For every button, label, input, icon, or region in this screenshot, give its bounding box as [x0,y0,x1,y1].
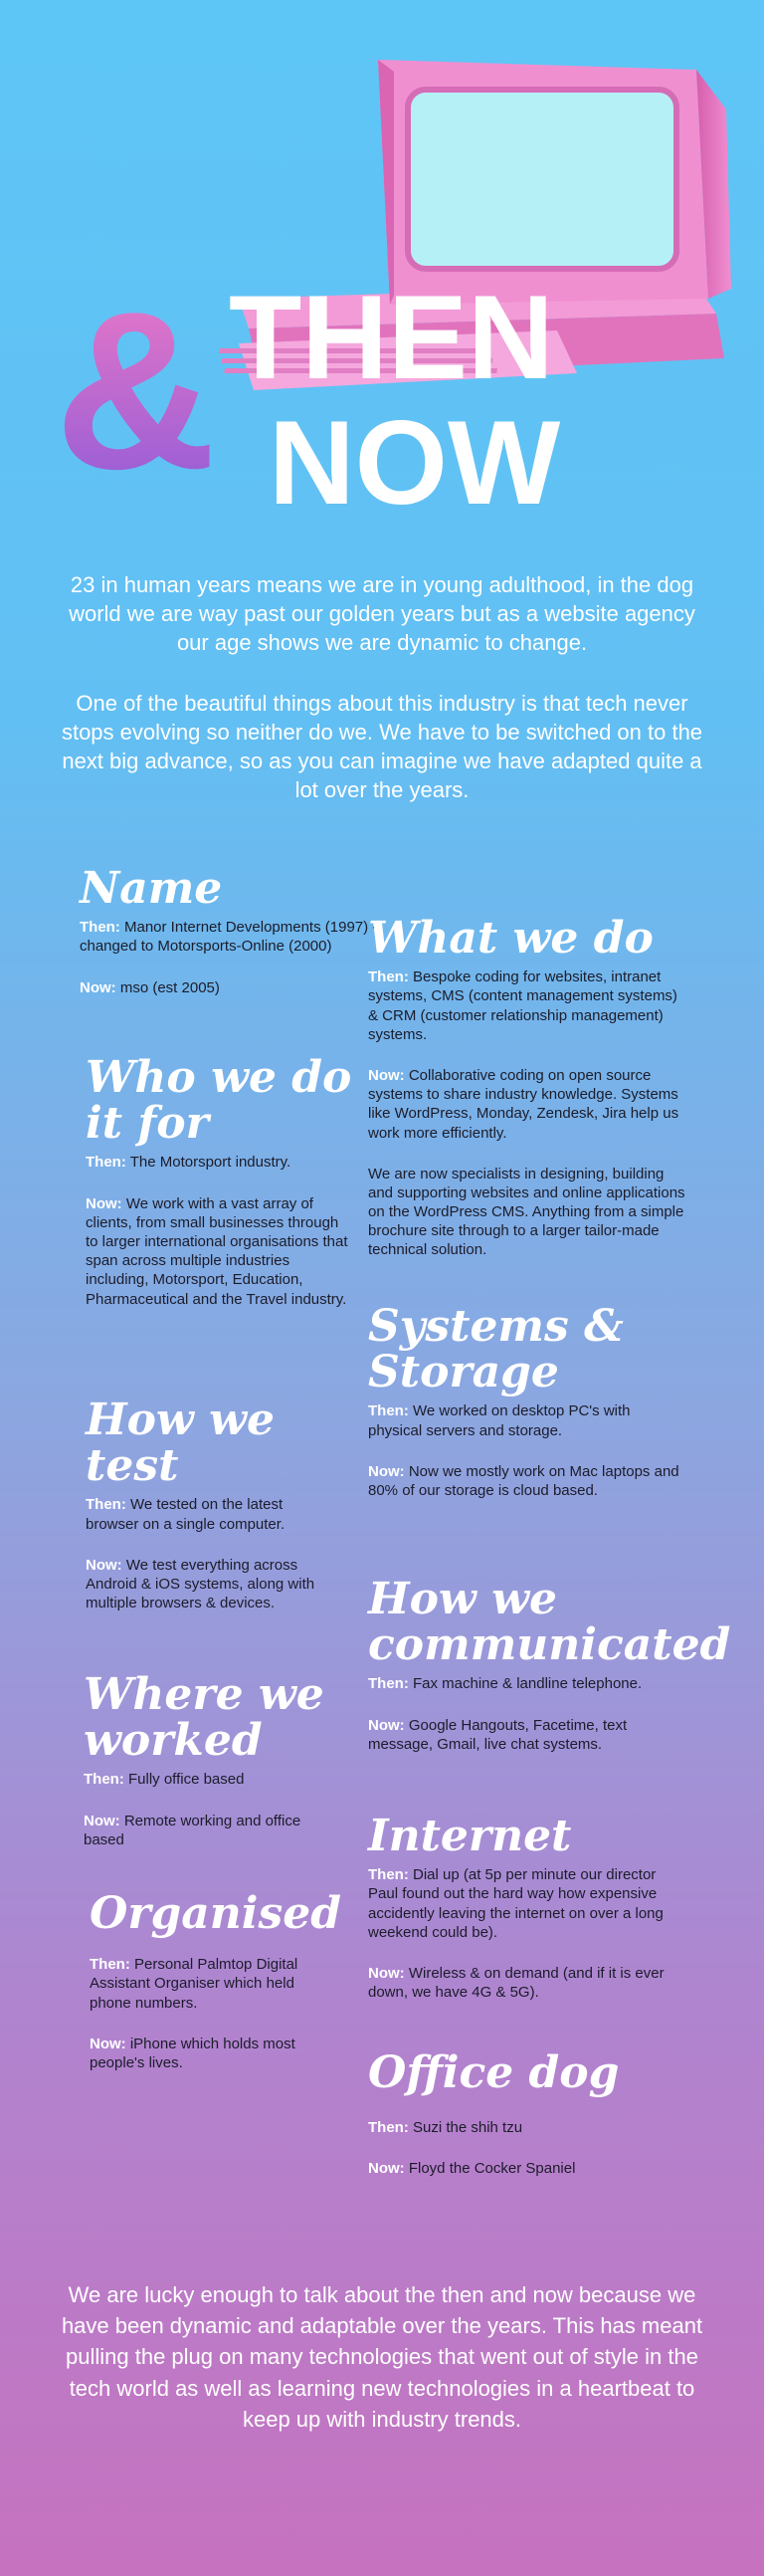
then-value: Fax machine & landline telephone. [413,1675,643,1693]
now-text [368,1462,686,1500]
then-label: Then: [84,1771,124,1789]
then-text [86,1153,354,1172]
now-value: Wireless & on demand (and if it is ever down, we have 4G & 5G). [368,1964,665,2002]
then-value: Manor Internet Developments (1997) - changed to Motorsports-Online (2000) [80,919,378,956]
then-label: Then: [368,1866,409,1884]
then-label: Then: [86,1496,126,1514]
section-organised [90,1888,342,2094]
then-value: Suzi the shih tzu [413,2119,523,2137]
now-label: Now: [90,2035,126,2052]
section-title: Office dog [368,2047,620,2098]
now-text [368,1716,686,1754]
section-title: Internet [368,1811,572,1861]
now-value: Collaborative coding on open source systems to share industry knowledge. Systems like WordPress, Monday, Zendesk, Jira help us work more efficiently. [368,1066,679,1142]
section-title: How we communicated [368,1574,731,1671]
then-label: Then: [368,968,409,986]
section-title: Name [80,863,223,914]
now-text [86,1556,324,1613]
now-label: Now: [368,1066,405,1084]
intro-paragraph-2: One of the beautiful things about this industry is that tech never stops evolving so neither do we. We have to be switched on to the next big advance, so as you can imagine we have adapted quite a lot over the years. [61,691,703,803]
hero-word-then: THEN [229,271,554,404]
now-label: Now: [368,1964,405,1982]
now-text [368,2159,667,2178]
then-value: The Motorsport industry. [129,1154,291,1172]
now-value: iPhone which holds most people's lives. [90,2035,295,2071]
then-text [86,1495,324,1533]
then-label: Then: [368,1675,409,1693]
now-label: Now: [368,1716,405,1734]
section-what-we-do [368,913,686,1282]
section-who-we-do-it-for [86,1052,354,1331]
hero-word-now: NOW [269,396,561,530]
now-label: Now: [84,1812,120,1829]
now-label: Now: [368,1462,405,1480]
section-systems-storage [368,1301,686,1522]
hero-ampersand: & [55,265,217,516]
now-value: We work with a vast array of clients, from small businesses through to larger international organisations that span across multiple industries including, Motorsport, Education, Pharmaceutical and the Travel industry. [86,1194,348,1308]
section-how-we-test [86,1397,324,1634]
now-value: Remote working and office based [84,1812,301,1848]
now-text [86,1194,354,1309]
section-where-we-worked [84,1669,342,1871]
now-text [84,1812,342,1849]
then-text [84,1770,342,1789]
now-label: Now: [86,1556,122,1574]
now-text [368,1964,667,2002]
section-title: Systems & Storage [368,1301,624,1398]
then-text [368,1674,686,1693]
section-title: Organised [90,1888,342,1939]
then-value: We tested on the latest browser on a single computer. [86,1496,286,1533]
then-text [368,967,686,1044]
now-value: We test everything across Android & iOS systems, along with multiple browsers & devices. [86,1556,315,1612]
section-title: How we test [86,1395,275,1492]
now-value: Google Hangouts, Facetime, text message, Gmail, live chat systems. [368,1716,628,1753]
section-title: What we do [368,913,654,964]
section-office-dog [368,2047,667,2201]
then-value: Personal Palmtop Digital Assistant Organiser which held phone numbers. [90,1956,298,2012]
now-value: mso (est 2005) [119,978,220,996]
specialists-text: We are now specialists in designing, building and supporting websites and online applications on the WordPress CMS. Anything from a simple brochure site through to a larger tailor-made technical solution. [368,1165,685,1259]
section-name [80,863,378,1019]
now-value: Now we mostly work on Mac laptops and 80% of our storage is cloud based. [368,1462,679,1499]
now-label: Now: [80,978,116,996]
then-label: Then: [90,1956,130,1974]
then-label: Then: [368,1402,409,1420]
now-text [80,978,378,997]
section-internet [368,1811,667,2024]
then-text [80,918,378,956]
section-how-we-communicated [368,1574,731,1776]
then-label: Then: [80,919,120,937]
then-text [368,1865,667,1942]
then-label: Then: [368,2119,409,2137]
now-text [368,1066,686,1143]
then-value: We worked on desktop PC's with physical servers and storage. [368,1402,631,1439]
then-value: Fully office based [128,1771,245,1789]
hero-illustration [0,0,764,537]
then-value: Bespoke coding for websites, intranet systems, CMS (content management systems) & CRM (customer relationship management) systems. [368,968,677,1043]
then-value: Dial up (at 5p per minute our director Paul found out the hard way how expensive accidently leaving the internet on over a long weekend could be). [368,1866,664,1941]
now-label: Now: [368,2160,405,2178]
now-text [90,2035,328,2072]
then-text [90,1955,328,2013]
closing-paragraph: We are lucky enough to talk about the then and now because we have been dynamic and adaptable over the years. This has meant pulling the plug on many technologies that went out of style in the tech world as well as learning new technologies in a heartbeat to keep up with industry trends. [61,2282,703,2432]
then-text [368,2118,667,2137]
then-text [368,1401,686,1439]
now-label: Now: [86,1194,122,1212]
section-title: Where we worked [84,1669,324,1767]
intro-paragraph-1: 23 in human years means we are in young adulthood, in the dog world we are way past our golden years but as a website agency our age shows we are dynamic to change. [69,572,695,656]
hero-banner [0,0,764,537]
section-title: Who we do it for [86,1052,352,1150]
then-label: Then: [86,1154,126,1172]
now-value: Floyd the Cocker Spaniel [408,2160,576,2178]
